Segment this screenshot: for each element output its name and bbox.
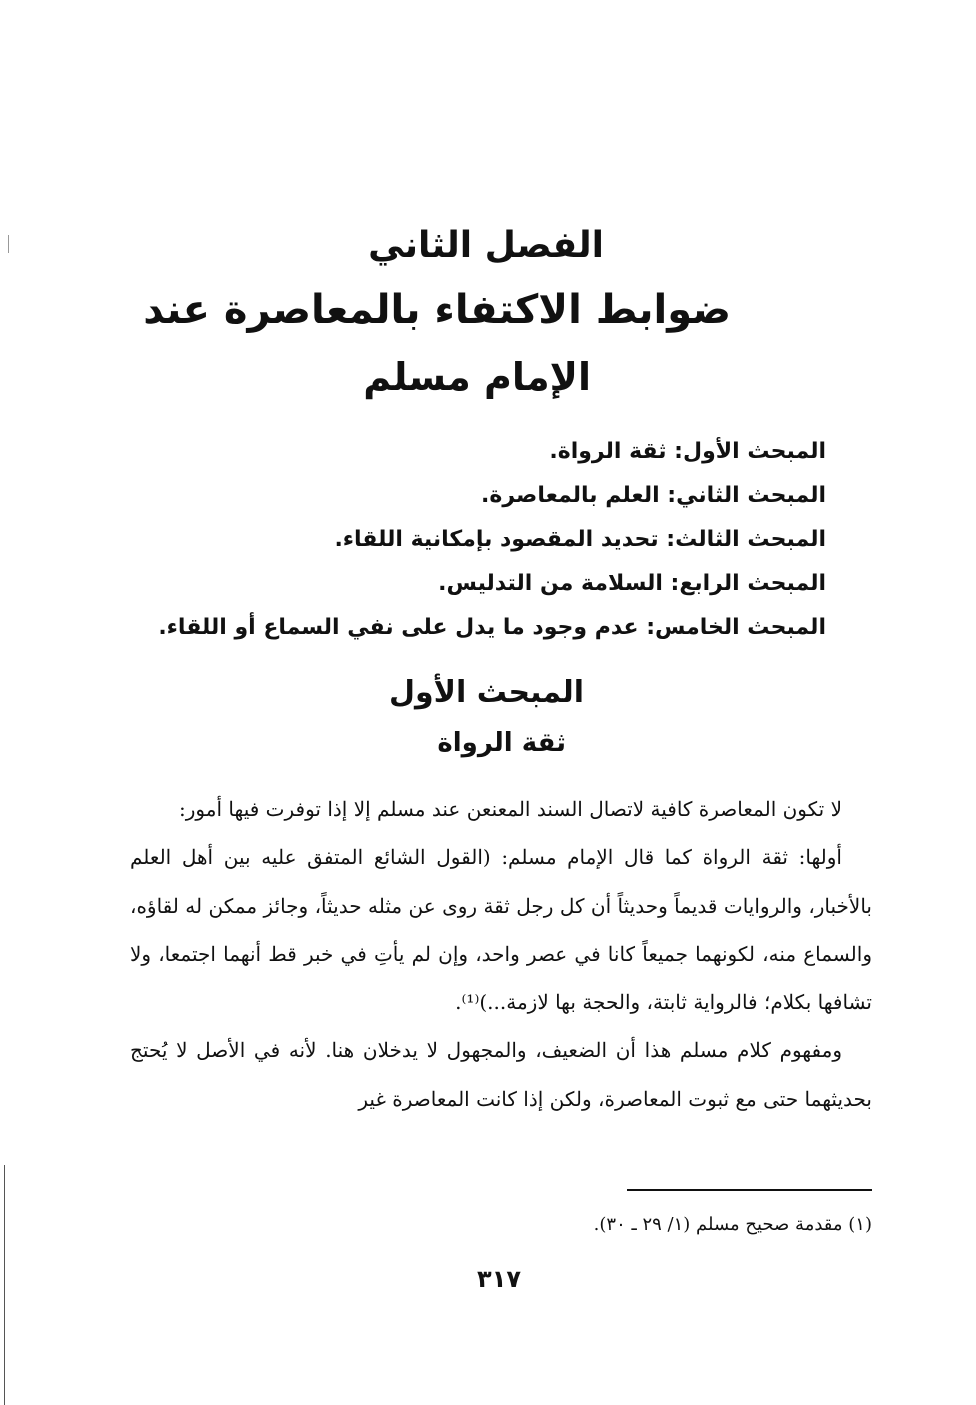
page-number: ٣١٧ bbox=[477, 1265, 521, 1293]
toc-item: المبحث الأول: ثقة الرواة. bbox=[549, 439, 826, 464]
main-body-text bbox=[130, 785, 872, 1123]
body-paragraph: لا تكون المعاصرة كافية لاتصال السند المعنعن عند مسلم إلا إذا توفرت فيها أمور: bbox=[179, 797, 842, 821]
section-title: المبحث الأول bbox=[388, 675, 584, 710]
main-title-line-2: الإمام مسلم bbox=[363, 355, 591, 399]
scan-mark bbox=[4, 1165, 5, 1405]
toc-item: المبحث الثالث: تحديد المقصود بإمكانية اللقاء. bbox=[334, 527, 826, 552]
section-subtitle: ثقة الرواة bbox=[437, 728, 566, 758]
footnote-separator bbox=[627, 1189, 872, 1191]
footnote: (١) مقدمة صحيح مسلم (١/ ٢٩ ـ ٣٠). bbox=[593, 1214, 872, 1235]
main-title-line-1: ضوابط الاكتفاء بالمعاصرة عند bbox=[143, 287, 731, 333]
chapter-table-of-contents bbox=[146, 430, 826, 650]
toc-item: المبحث الثاني: العلم بالمعاصرة. bbox=[481, 483, 826, 508]
chapter-title: الفصل الثاني bbox=[368, 225, 604, 266]
toc-item: المبحث الرابع: السلامة من التدليس. bbox=[438, 571, 826, 596]
toc-item: المبحث الخامس: عدم وجود ما يدل على نفي السماع أو اللقاء. bbox=[158, 615, 826, 640]
scan-mark bbox=[8, 235, 9, 253]
body-paragraph: ومفهوم كلام مسلم هذا أن الضعيف، والمجهول لا يدخلان هنا. لأنه في الأصل لا يُحتج بحديثهما حتى مع ثبوت المعاصرة، ولكن إذا كانت المعاصرة غير bbox=[130, 1038, 872, 1111]
body-paragraph: أولها: ثقة الرواة كما قال الإمام مسلم: (القول الشائع المتفق عليه بين أهل العلم بالأخبار، والروايات قديماً وحديثاً أن كل رجل ثقة روى عن مثله حديثاً، وجائز ممكن له لقاؤه، والسماع منه، لكونهما جميعاً كانا في عصر واحد، وإن لم يأتِ في خبر قط أنهما اجتمعا، ولا تشافها بكلام؛ فالرواية ثابتة، والحجة بها لازمة...)⁽¹⁾. bbox=[130, 845, 872, 1015]
